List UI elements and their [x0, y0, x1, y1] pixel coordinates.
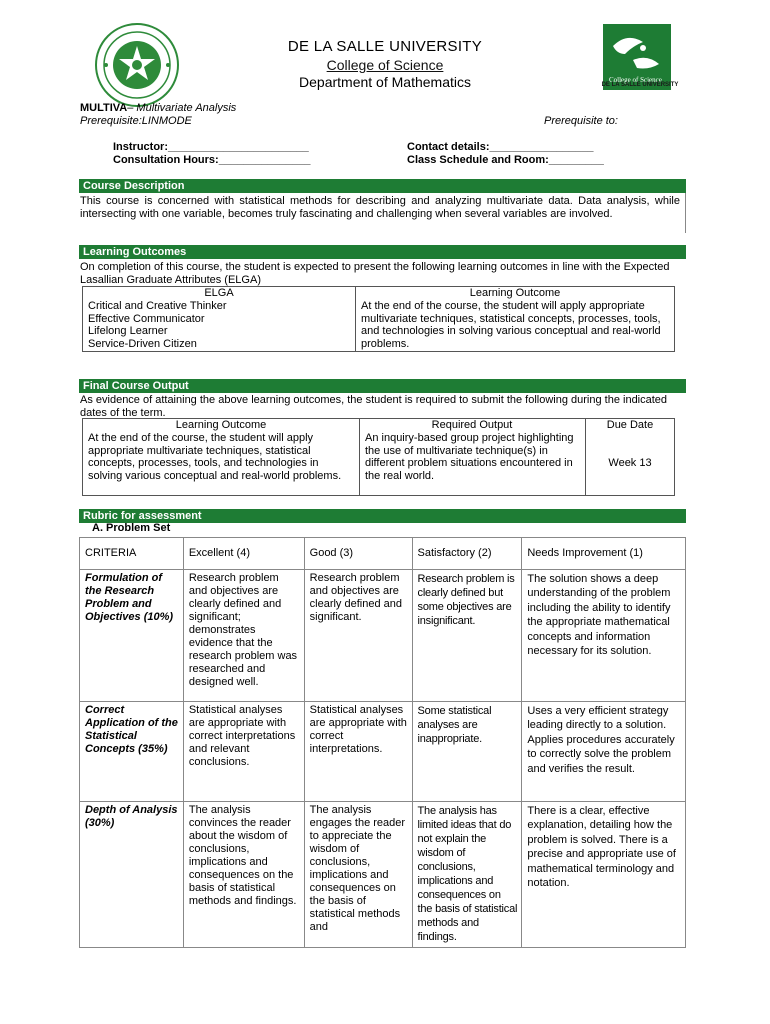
instructor-field: Instructor:_______________________: [113, 141, 309, 153]
elga-item: Service-Driven Citizen: [88, 337, 197, 350]
department-name: Department of Mathematics: [299, 74, 471, 90]
outcome-col-header: Learning Outcome: [469, 287, 561, 299]
elga-item: Effective Communicator: [88, 312, 205, 325]
fo-required-header: Required Output: [431, 419, 513, 431]
rubric-heading: Rubric for assessment: [79, 509, 686, 523]
final-output-heading: Final Course Output: [79, 379, 686, 393]
rubric-header-row: [80, 538, 686, 570]
course-description-text: This course is concerned with statistical methods for describing and analyzing multivariate data. Data analysis, while intersecting with one variable, becomes truly fascinating and challenging when several variables are involved.: [80, 195, 680, 220]
fo-outcome-text: At the end of the course, the student will apply appropriate multivariate techniques, statistical concepts, processes, tools, and technologies in solving various conceptual and real-world problems.: [88, 432, 342, 482]
rubric-table: [79, 537, 686, 948]
logo-caption-text: College of Science: [609, 76, 662, 84]
elga-col-header: ELGA: [204, 287, 234, 299]
column-divider: [359, 419, 360, 495]
rubric-cell: Research problem and objectives are clearly defined and significant.: [304, 570, 412, 702]
rubric-cell: Research problem and objectives are clearly defined and significant; demonstrates evidence that the research problem was researched and designed well.: [183, 570, 304, 702]
consultation-field: Consultation Hours:_______________: [113, 154, 311, 166]
elga-list: [88, 300, 227, 350]
column-divider: [355, 287, 356, 351]
course-title: [80, 102, 236, 114]
final-output-table: [82, 418, 675, 496]
rubric-header-cell: CRITERIA: [80, 538, 184, 570]
fo-due-date: Week 13: [608, 457, 652, 469]
final-output-intro: As evidence of attaining the above learning outcomes, the student is required to submit the following during the indicated dates of the term.: [80, 394, 668, 419]
table-row: [80, 702, 686, 802]
rubric-cell: Some statistical analyses are inappropriate.: [412, 702, 522, 802]
learning-outcomes-heading: Learning Outcomes: [79, 245, 686, 259]
rubric-cell: Research problem is clearly defined but some objectives are insignificant.: [412, 570, 522, 702]
section-border: [685, 193, 686, 233]
rubric-subtitle: A. Problem Set: [92, 522, 171, 534]
rubric-criteria-cell: Formulation of the Research Problem and Objectives (10%): [80, 570, 184, 702]
fo-outcome-header: Learning Outcome: [175, 419, 267, 431]
table-row: [80, 570, 686, 702]
college-of-science-logo: [603, 24, 671, 90]
rubric-header-cell: Good (3): [304, 538, 412, 570]
learning-outcome-text: At the end of the course, the student will apply appropriate multivariate techniques, statistical concepts, processes, tools, and technologies in solving various conceptual and real-world problems.: [361, 300, 661, 350]
course-name: – Multivariate Analysis: [127, 102, 237, 114]
rubric-header-cell: Satisfactory (2): [412, 538, 522, 570]
learning-outcomes-intro: On completion of this course, the student is expected to present the following learning outcomes in line with the Expected Lasallian Graduate Attributes (ELGA): [80, 261, 670, 286]
elga-table: [82, 286, 675, 352]
rubric-cell: Statistical analyses are appropriate with correct interpretations.: [304, 702, 412, 802]
rubric-cell: The analysis convinces the reader about the wisdom of conclusions, implications and consequences on the basis of statistical methods and findings.: [183, 802, 304, 948]
course-code: MULTIVA: [80, 102, 128, 114]
schedule-field: Class Schedule and Room:_________: [407, 154, 604, 166]
fo-due-header: Due Date: [606, 419, 654, 431]
university-name: DE LA SALLE UNIVERSITY: [287, 38, 483, 55]
university-seal-logo: [94, 22, 180, 108]
logo-footer-text: DE LA SALLE UNIVERSITY: [601, 82, 679, 88]
fo-required-text: An inquiry-based group project highlighting the use of multivariate technique(s) in different problem situations encountered in the real world.: [365, 432, 574, 482]
prerequisite-to: Prerequisite to:: [544, 115, 618, 127]
rubric-cell: There is a clear, effective explanation, detailing how the problem is solved. There is a precise and appropriate use of mathematical terminology and notation.: [522, 802, 686, 948]
rubric-cell: The analysis has limited ideas that do not explain the wisdom of conclusions, implications and consequences on the basis of statistical methods and findings.: [412, 802, 522, 948]
elga-item: Critical and Creative Thinker: [88, 300, 227, 312]
rubric-cell: The solution shows a deep understanding of the problem including the ability to identify the appropriate mathematical concepts and information necessary for its solution.: [522, 570, 686, 702]
rubric-header-cell: Needs Improvement (1): [522, 538, 686, 570]
rubric-cell: Uses a very efficient strategy leading directly to a solution. Applies procedures accurately to correctly solve the problem and verifies the result.: [522, 702, 686, 802]
course-description-heading: Course Description: [79, 179, 686, 193]
table-row: [80, 802, 686, 948]
rubric-cell: Statistical analyses are appropriate with correct interpretations and relevant conclusions.: [183, 702, 304, 802]
elga-item: Lifelong Learner: [88, 325, 168, 338]
college-name: College of Science: [326, 57, 444, 73]
contact-field: Contact details:_________________: [407, 141, 594, 153]
prerequisite: Prerequisite:LINMODE: [80, 115, 192, 127]
rubric-criteria-cell: Correct Application of the Statistical Concepts (35%): [80, 702, 184, 802]
rubric-criteria-cell: Depth of Analysis (30%): [80, 802, 184, 948]
rubric-cell: The analysis engages the reader to appreciate the wisdom of conclusions, implications and consequences on the basis of statistical methods and: [304, 802, 412, 948]
rubric-header-cell: Excellent (4): [183, 538, 304, 570]
